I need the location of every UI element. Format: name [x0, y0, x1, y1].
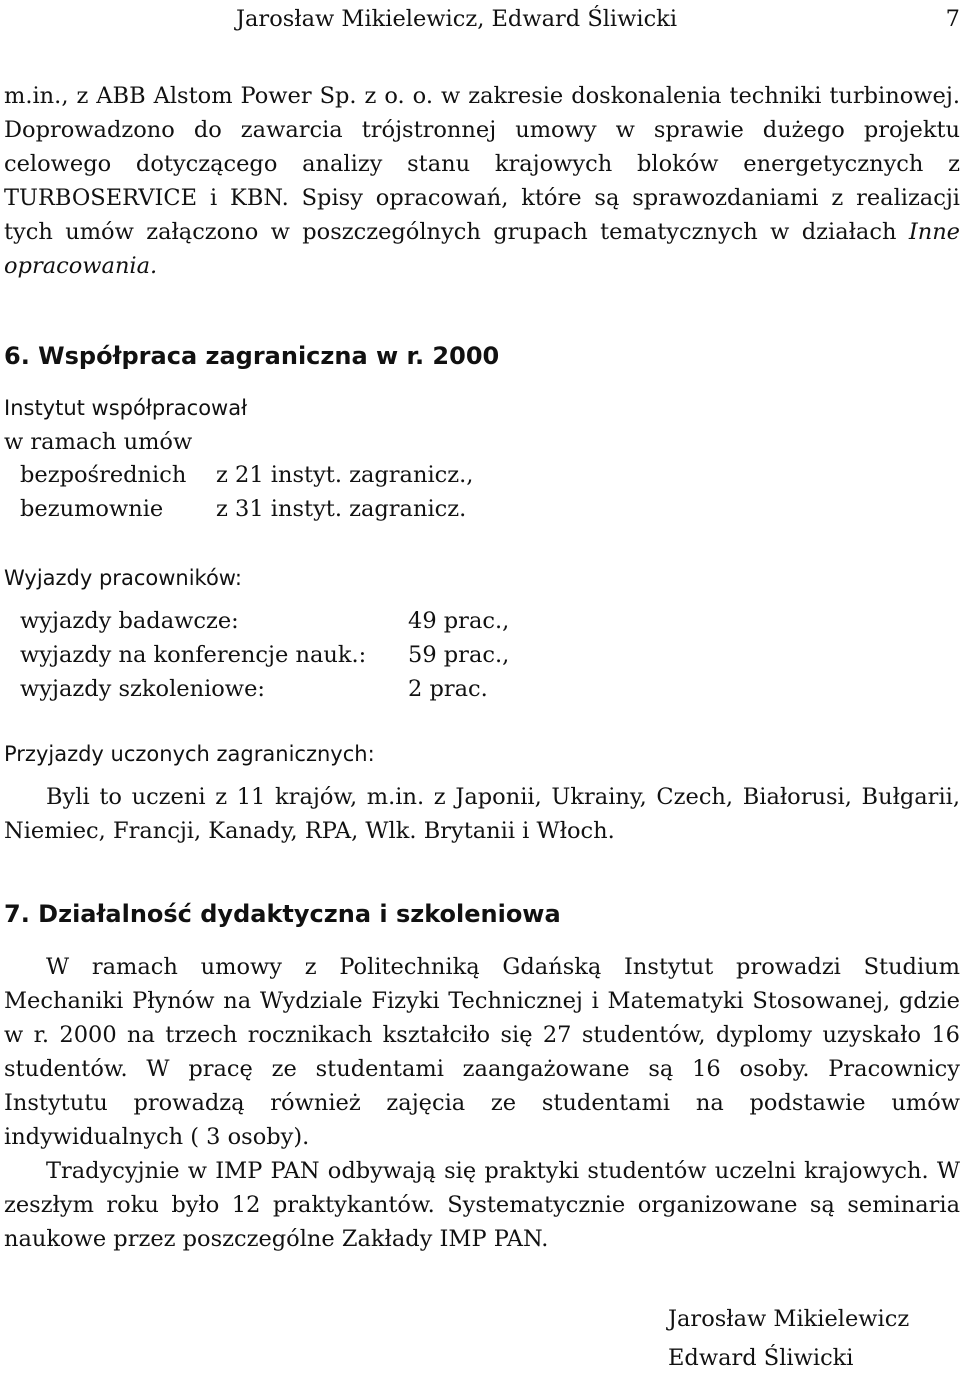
intro-text: m.in., z ABB Alstom Power Sp. z o. o. w zakresie doskonalenia techniki turbinowej. Doprowadzono do zawarcia trójstronnej umowy w sprawie dużego projektu celowego dotyczącego analizy stanu krajowych bloków energetycznych z TURBOSERVICE i KBN. Spisy opracowań, które są sprawozdaniami z realizacji tych umów załączono w poszczególnych grupach tematycznych w działach — [4, 83, 960, 245]
section-6-title: 6. Współpraca zagraniczna w r. 2000 — [4, 342, 500, 370]
cooperation-row-label: bezumownie — [20, 496, 164, 522]
signature-line-2: Edward Śliwicki — [668, 1345, 854, 1371]
cooperation-table — [20, 458, 506, 526]
trips-row-value: 2 prac. — [408, 676, 488, 702]
running-header-authors: Jarosław Mikielewicz, Edward Śliwicki — [236, 6, 678, 32]
trips-table — [20, 604, 558, 706]
intro-italic-text: Inne opracowania. — [4, 219, 960, 279]
cooperation-subheading: w ramach umów — [4, 429, 193, 455]
visits-paragraph: Byli to uczeni z 11 krajów, m.in. z Japonii, Ukrainy, Czech, Białorusi, Bułgarii, Niemiec, Francji, Kanady, RPA, Wlk. Brytanii i Włoch. — [4, 784, 960, 844]
trips-row-label: wyjazdy badawcze: — [20, 608, 239, 634]
signature-line-1: Jarosław Mikielewicz — [668, 1306, 910, 1332]
page-number: 7 — [945, 6, 960, 32]
teaching-paragraph: W ramach umowy z Politechniką Gdańską Instytut prowadzi Studium Mechaniki Płynów na Wydziale Fizyki Technicznej i Matematyki Stosowanej, gdzie w r. 2000 na trzech rocznikach kształciło się 27 studentów, dyplomy uzyskało 16 studentów. W pracę ze studentami zaangażowane są 16 osoby. Pracownicy Instytutu prowadzą również zajęcia ze studentami na podstawie umów indywidualnych ( 3 osoby). — [4, 954, 960, 1150]
cooperation-row-value: z 31 instyt. zagranicz. — [216, 496, 467, 522]
trips-heading: Wyjazdy pracowników: — [4, 566, 242, 590]
trips-row-label: wyjazdy szkoleniowe: — [20, 676, 265, 702]
section-7-title: 7. Działalność dydaktyczna i szkoleniowa — [4, 900, 561, 928]
trips-row-value: 49 prac., — [408, 608, 510, 634]
trips-row-label: wyjazdy na konferencje nauk.: — [20, 642, 367, 668]
cooperation-heading: Instytut współpracował — [4, 396, 248, 420]
internships-paragraph: Tradycyjnie w IMP PAN odbywają się praktyki studentów uczelni krajowych. W zeszłym roku było 12 praktykantów. Systematycznie organizowane są seminaria naukowe przez poszczególne Zakłady IMP PAN. — [4, 1158, 960, 1252]
page-header — [236, 6, 960, 36]
trips-row-value: 59 prac., — [408, 642, 510, 668]
cooperation-row-label: bezpośrednich — [20, 462, 187, 488]
intro-paragraph — [4, 79, 960, 283]
visits-heading: Przyjazdy uczonych zagranicznych: — [4, 742, 375, 766]
cooperation-row-value: z 21 instyt. zagranicz., — [216, 462, 474, 488]
